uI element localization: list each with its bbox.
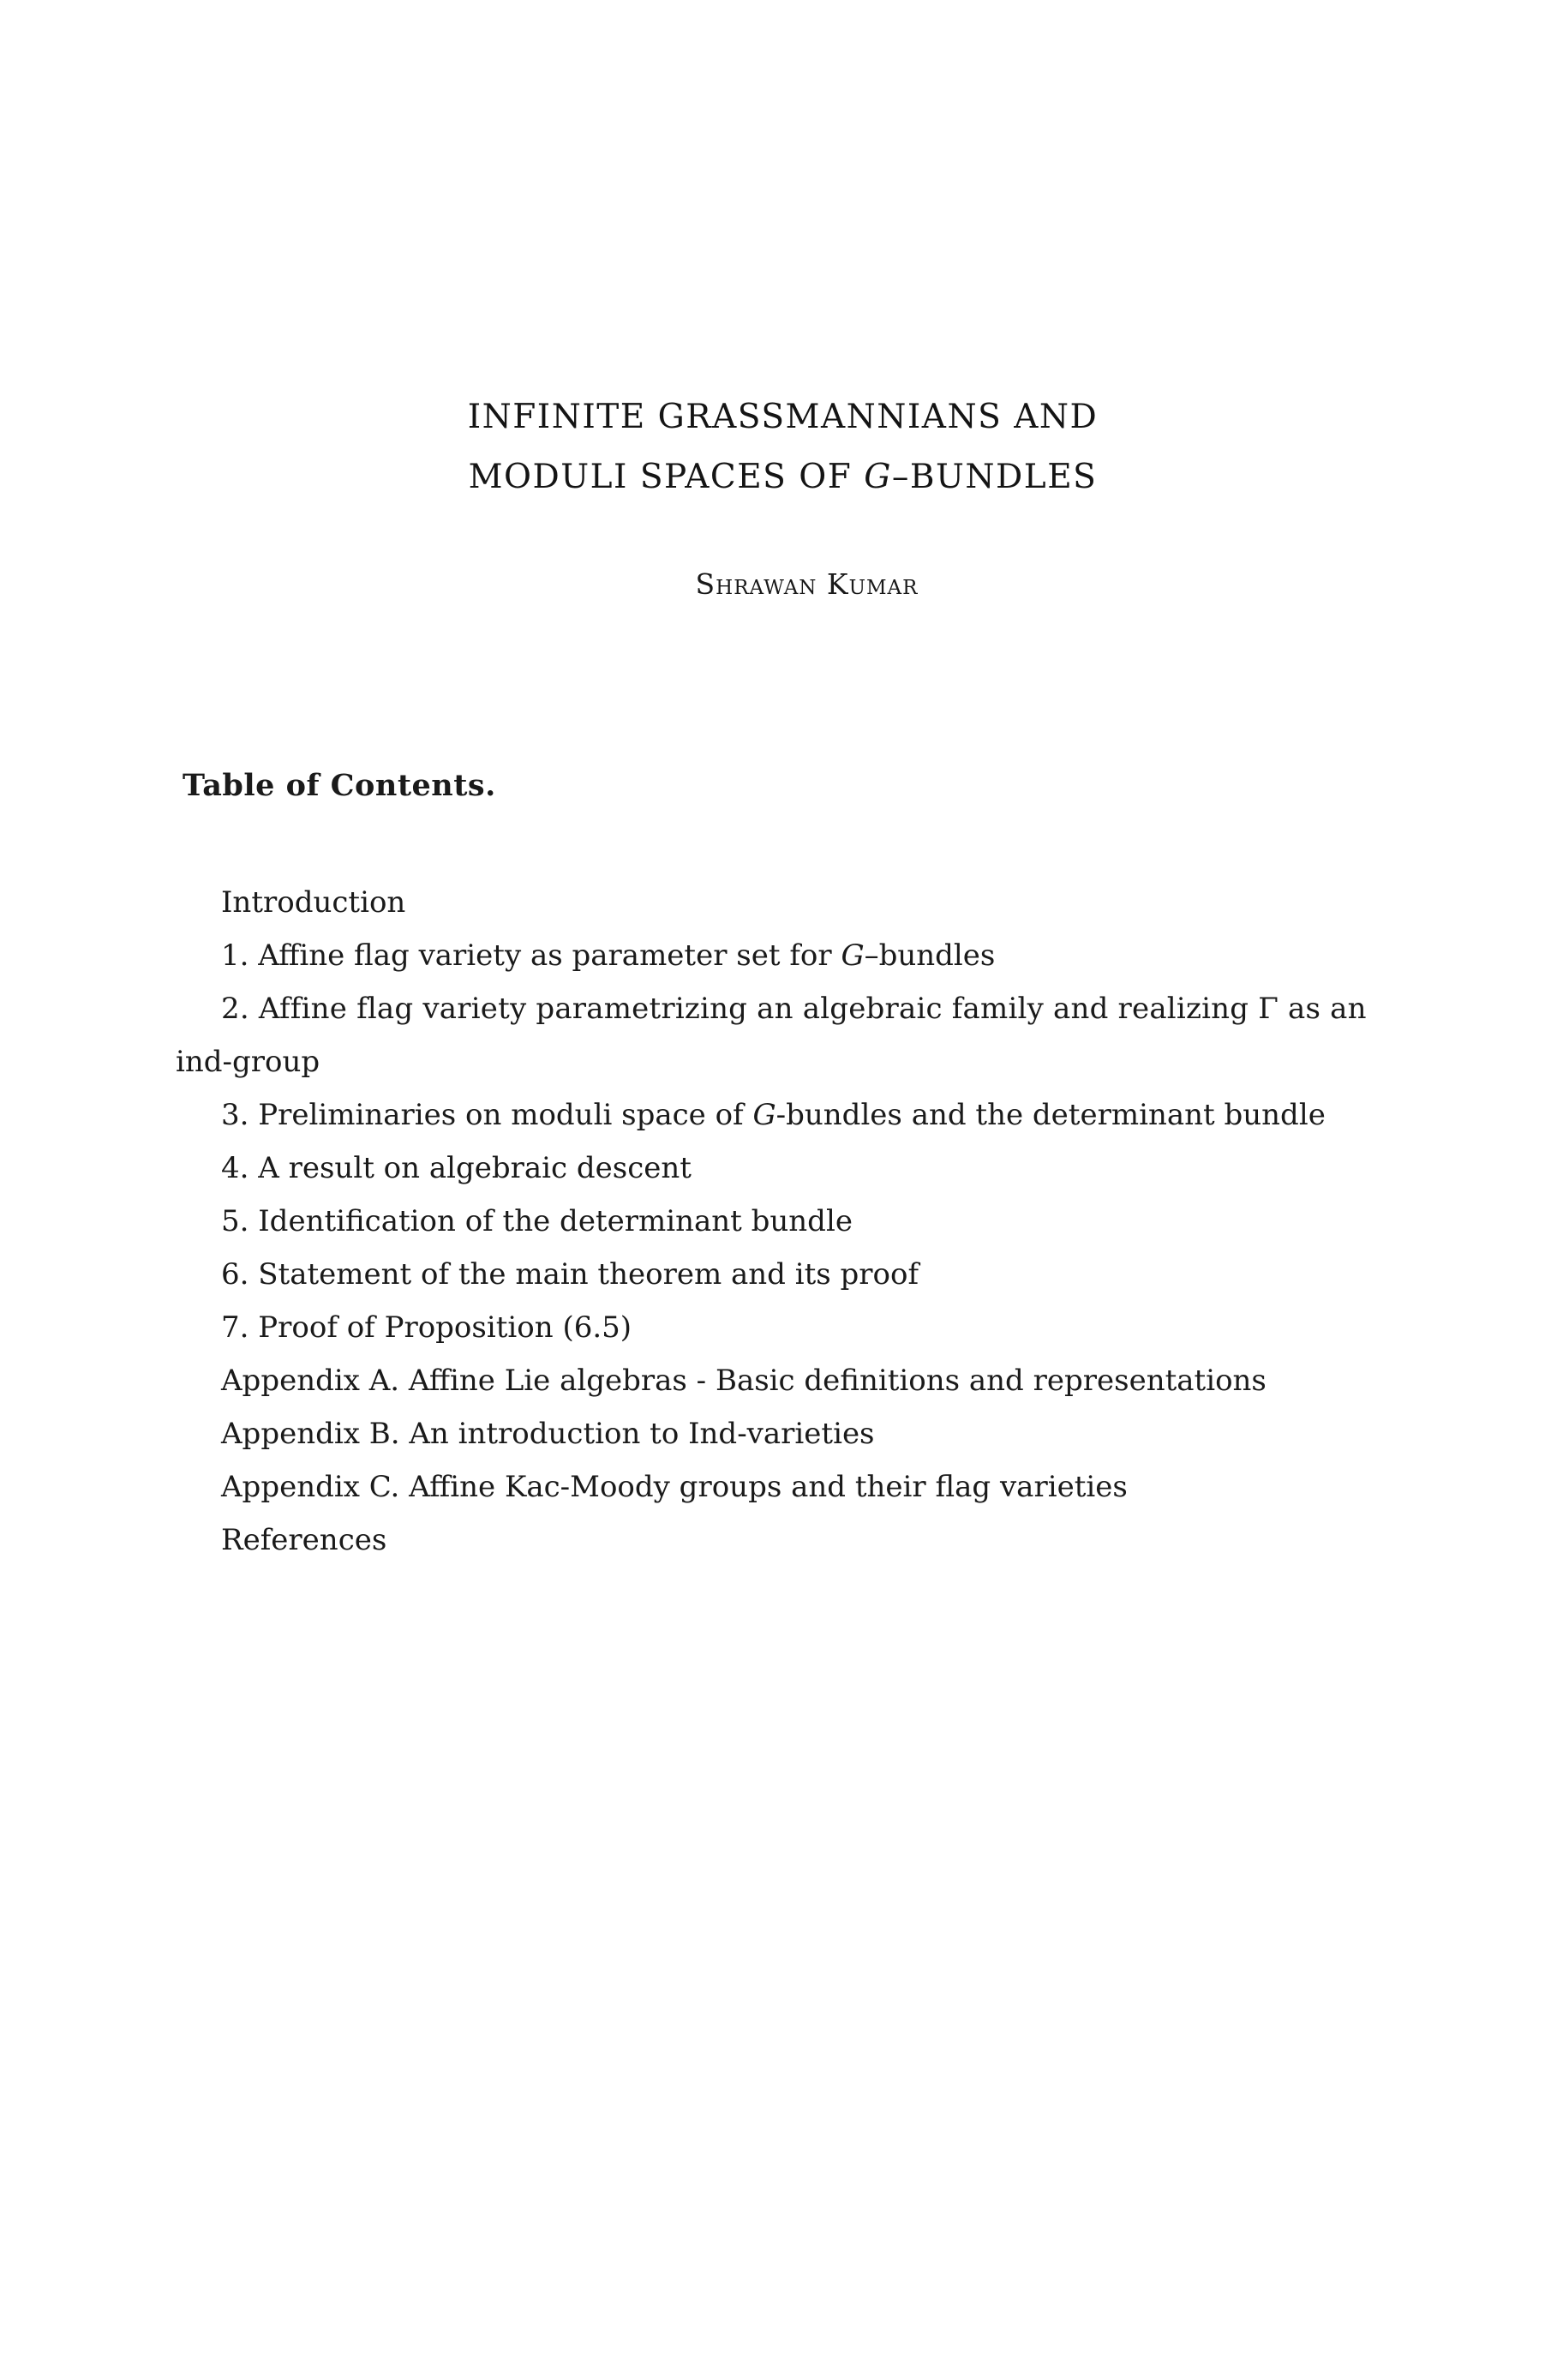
title-g-symbol: G bbox=[864, 458, 892, 496]
toc-item-references: References bbox=[221, 1523, 387, 1557]
toc-item-4: 4. A result on algebraic descent bbox=[221, 1151, 692, 1185]
toc-item-2-line1: 2. Affine flag variety parametrizing an algebraic family and realizing Γ as an bbox=[221, 992, 1367, 1026]
toc-item-3-post: -bundles and the determinant bundle bbox=[775, 1098, 1326, 1132]
toc-item-3-g: G bbox=[752, 1098, 776, 1132]
toc-item-appendix-a: Appendix A. Affine Lie algebras - Basic definitions and representations bbox=[221, 1364, 1267, 1398]
toc-item-5: 5. Identification of the determinant bundle bbox=[221, 1204, 853, 1238]
toc-item-1-g: G bbox=[841, 938, 865, 973]
paper-title bbox=[0, 387, 1545, 507]
toc-item-appendix-c: Appendix C. Affine Kac-Moody groups and their flag varieties bbox=[221, 1470, 1128, 1504]
toc-heading: Table of Contents. bbox=[183, 768, 496, 803]
toc-item-1-pre: 1. Affine flag variety as parameter set for bbox=[221, 938, 841, 973]
toc-item-appendix-b: Appendix B. An introduction to Ind-varieties bbox=[221, 1417, 875, 1451]
toc-item-6: 6. Statement of the main theorem and its proof bbox=[221, 1257, 919, 1292]
toc-item-introduction: Introduction bbox=[221, 885, 406, 920]
table-of-contents bbox=[176, 876, 1374, 1567]
toc-item-3 bbox=[176, 1088, 1374, 1142]
toc-item-3-pre: 3. Preliminaries on moduli space of bbox=[221, 1098, 753, 1132]
title-line-2-prefix: MODULI SPACES OF bbox=[468, 458, 865, 496]
title-line-2 bbox=[0, 447, 1545, 507]
toc-item-2 bbox=[176, 982, 1374, 1088]
author-name: Shrawan Kumar bbox=[695, 567, 919, 601]
toc-item-7: 7. Proof of Proposition (6.5) bbox=[221, 1310, 632, 1345]
toc-item-2-line2: ind-group bbox=[176, 1045, 320, 1079]
toc-item-1-post: –bundles bbox=[864, 938, 996, 973]
title-line-1: INFINITE GRASSMANNIANS AND bbox=[467, 398, 1099, 436]
title-line-2-suffix: –BUNDLES bbox=[891, 458, 1098, 496]
toc-item-1 bbox=[176, 929, 1374, 982]
